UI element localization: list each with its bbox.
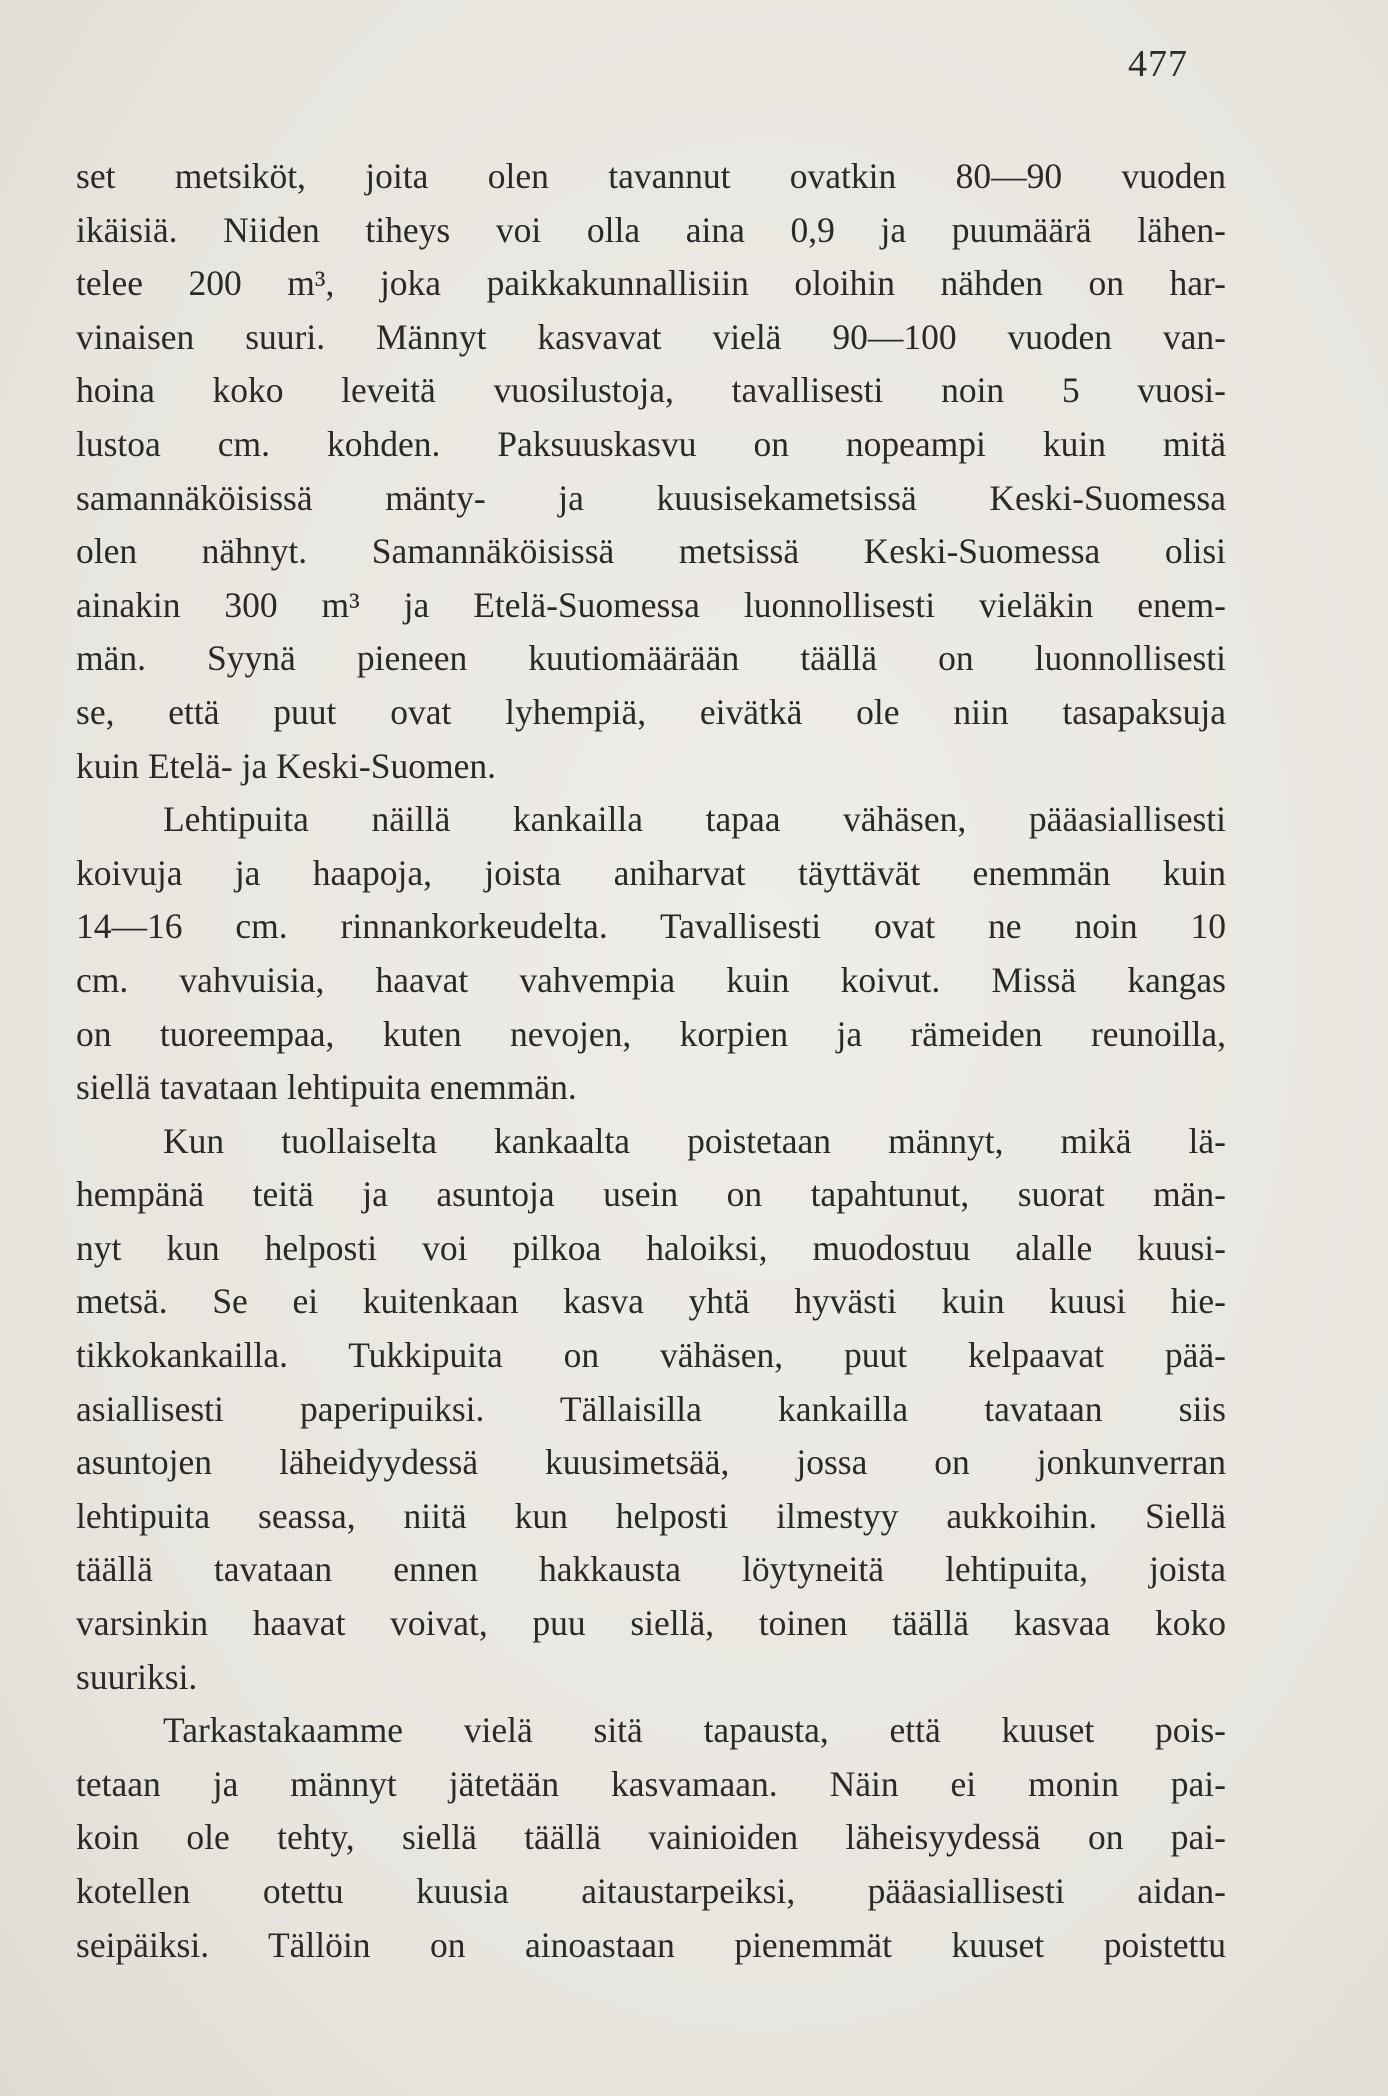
text-line: ainakin 300 m³ ja Etelä-Suomessa luonnollisesti vieläkin enem- <box>76 584 1226 625</box>
text-line: kuin Etelä- ja Keski-Suomen. <box>76 745 496 786</box>
text-line: cm. vahvuisia, haavat vahvempia kuin koivut. Missä kangas <box>76 959 1226 1000</box>
text-line: suuriksi. <box>76 1656 198 1697</box>
text-line: Tarkastakaamme vielä sitä tapausta, että kuuset pois- <box>163 1710 1226 1751</box>
text-line: 14—16 cm. rinnankorkeudelta. Tavallisesti ovat ne noin 10 <box>76 906 1226 947</box>
text-line: set metsiköt, joita olen tavannut ovatkin 80—90 vuoden <box>76 156 1226 196</box>
text-line: tikkokankailla. Tukkipuita on vähäsen, puut kelpaavat pää- <box>76 1335 1226 1376</box>
text-line: telee 200 m³, joka paikkakunnallisiin oloihin nähden on har- <box>76 263 1226 304</box>
text-line: Kun tuollaiselta kankaalta poistetaan männyt, mikä lä- <box>163 1120 1226 1161</box>
text-line: se, että puut ovat lyhempiä, eivätkä ole niin tasapaksuja <box>76 691 1226 732</box>
text-line: seipäiksi. Tällöin on ainoastaan pienemmät kuuset poistettu <box>76 1924 1226 1965</box>
text-line: täällä tavataan ennen hakkausta löytyneitä lehtipuita, joista <box>76 1549 1226 1590</box>
text-line: asiallisesti paperipuiksi. Tällaisilla kankailla tavataan siis <box>76 1388 1226 1429</box>
page-number: 477 <box>1128 43 1188 85</box>
text-line: koivuja ja haapoja, joista aniharvat täyttävät enemmän kuin <box>76 852 1226 893</box>
text-line: samannäköisissä mänty- ja kuusisekametsissä Keski-Suomessa <box>76 477 1226 518</box>
text-line: kotellen otettu kuusia aitaustarpeiksi, pääasiallisesti aidan- <box>76 1871 1226 1911</box>
text-line: lustoa cm. kohden. Paksuuskasvu on nopeampi kuin mitä <box>76 423 1226 464</box>
text-line: asuntojen läheidyydessä kuusimetsää, jossa on jonkunverran <box>76 1442 1226 1483</box>
text-line: Lehtipuita näillä kankailla tapaa vähäsen, pääasiallisesti <box>163 799 1226 840</box>
body-text <box>76 150 1226 1972</box>
text-line: hoina koko leveitä vuosilustoja, tavallisesti noin 5 vuosi- <box>76 370 1226 411</box>
text-line: ikäisiä. Niiden tiheys voi olla aina 0,9 ja puumäärä lähen- <box>76 209 1226 250</box>
text-line: olen nähnyt. Samannäköisissä metsissä Keski-Suomessa olisi <box>76 531 1226 572</box>
text-line: vinaisen suuri. Männyt kasvavat vielä 90—100 vuoden van- <box>76 316 1226 357</box>
text-line: koin ole tehty, siellä täällä vainioiden läheisyydessä on pai- <box>76 1817 1226 1858</box>
text-line: tetaan ja männyt jätetään kasvamaan. Näin ei monin pai- <box>76 1763 1226 1804</box>
text-line: on tuoreempaa, kuten nevojen, korpien ja rämeiden reunoilla, <box>76 1013 1226 1054</box>
text-line: hempänä teitä ja asuntoja usein on tapahtunut, suorat män- <box>76 1174 1226 1215</box>
text-line: varsinkin haavat voivat, puu siellä, toinen täällä kasvaa koko <box>76 1603 1226 1644</box>
text-line: nyt kun helposti voi pilkoa haloiksi, muodostuu alalle kuusi- <box>76 1227 1226 1268</box>
text-line: metsä. Se ei kuitenkaan kasva yhtä hyvästi kuin kuusi hie- <box>76 1281 1226 1322</box>
text-line: män. Syynä pieneen kuutiomäärään täällä on luonnollisesti <box>76 638 1226 679</box>
text-line: lehtipuita seassa, niitä kun helposti ilmestyy aukkoihin. Siellä <box>76 1495 1226 1536</box>
text-line: siellä tavataan lehtipuita enemmän. <box>76 1067 577 1108</box>
